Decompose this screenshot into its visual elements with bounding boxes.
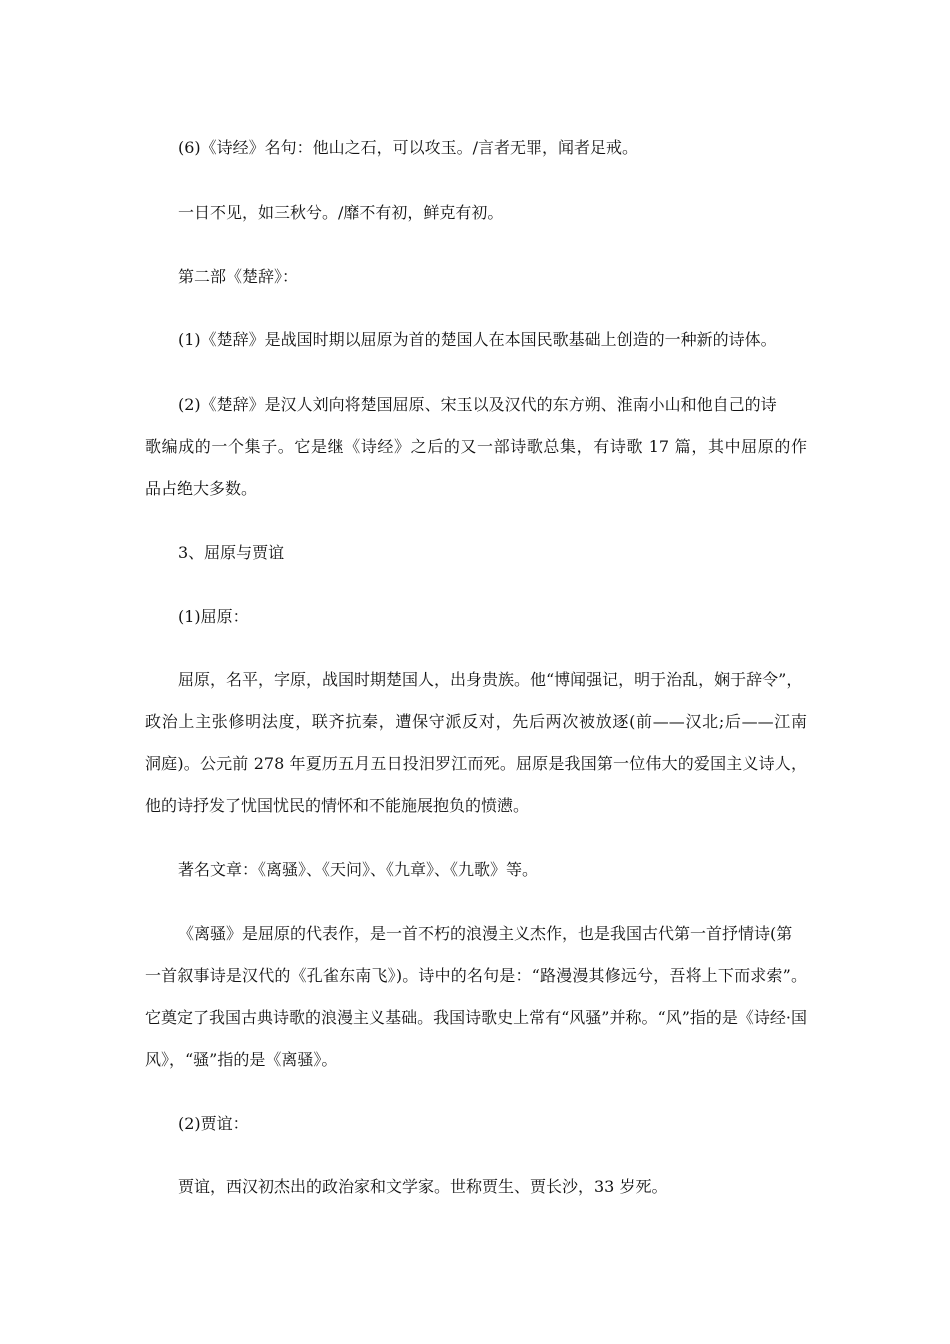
text-line: 《离骚》是屈原的代表作，是一首不朽的浪漫主义杰作，也是我国古代第一首抒情诗(第 <box>178 924 793 943</box>
text-line: 著名文章：《离骚》、《天问》、《九章》、《九歌》等。 <box>178 860 539 879</box>
text-line: 贾谊，西汉初杰出的政治家和文学家。世称贾生、贾长沙，33 岁死。 <box>178 1177 668 1196</box>
text-line: 它奠定了我国古典诗歌的浪漫主义基础。我国诗歌史上常有“风骚”并称。“风”指的是《诗经·国 <box>145 1008 807 1027</box>
subsection-heading: (2)贾谊： <box>178 1114 249 1133</box>
text-line: 歌编成的一个集子。它是继《诗经》之后的又一部诗歌总集，有诗歌 17 篇，其中屈原的作 <box>145 437 807 456</box>
text-line: (2)《楚辞》是汉人刘向将楚国屈原、宋玉以及汉代的东方朔、淮南小山和他自己的诗 <box>178 395 777 414</box>
text-line: (1)《楚辞》是战国时期以屈原为首的楚国人在本国民歌基础上创造的一种新的诗体。 <box>178 330 777 349</box>
text-line: 一日不见，如三秋兮。/靡不有初，鲜克有初。 <box>178 203 504 222</box>
text-line: 屈原，名平，字原，战国时期楚国人，出身贵族。他“博闻强记，明于治乱，娴于辞令”， <box>178 670 803 689</box>
text-line: 风》，“骚”指的是《离骚》。 <box>145 1050 338 1069</box>
section-heading: 第二部《楚辞》： <box>178 267 299 286</box>
subsection-heading: (1)屈原： <box>178 607 249 626</box>
text-line: 一首叙事诗是汉代的《孔雀东南飞》)。诗中的名句是：“路漫漫其修远兮，吾将上下而求索”。 <box>145 966 807 985</box>
text-line: 洞庭)。公元前 278 年夏历五月五日投汨罗江而死。屈原是我国第一位伟大的爱国主义诗人， <box>145 754 807 773</box>
text-line: 他的诗抒发了忧国忧民的情怀和不能施展抱负的愤懑。 <box>145 796 530 815</box>
text-line: 政治上主张修明法度，联齐抗秦，遭保守派反对，先后两次被放逐(前——汉北;后——江南 <box>145 712 807 731</box>
text-line: 品占绝大多数。 <box>145 479 258 498</box>
text-line: (6)《诗经》名句：他山之石，可以攻玉。/言者无罪，闻者足戒。 <box>178 138 639 157</box>
section-heading: 3、屈原与贾谊 <box>178 543 285 562</box>
